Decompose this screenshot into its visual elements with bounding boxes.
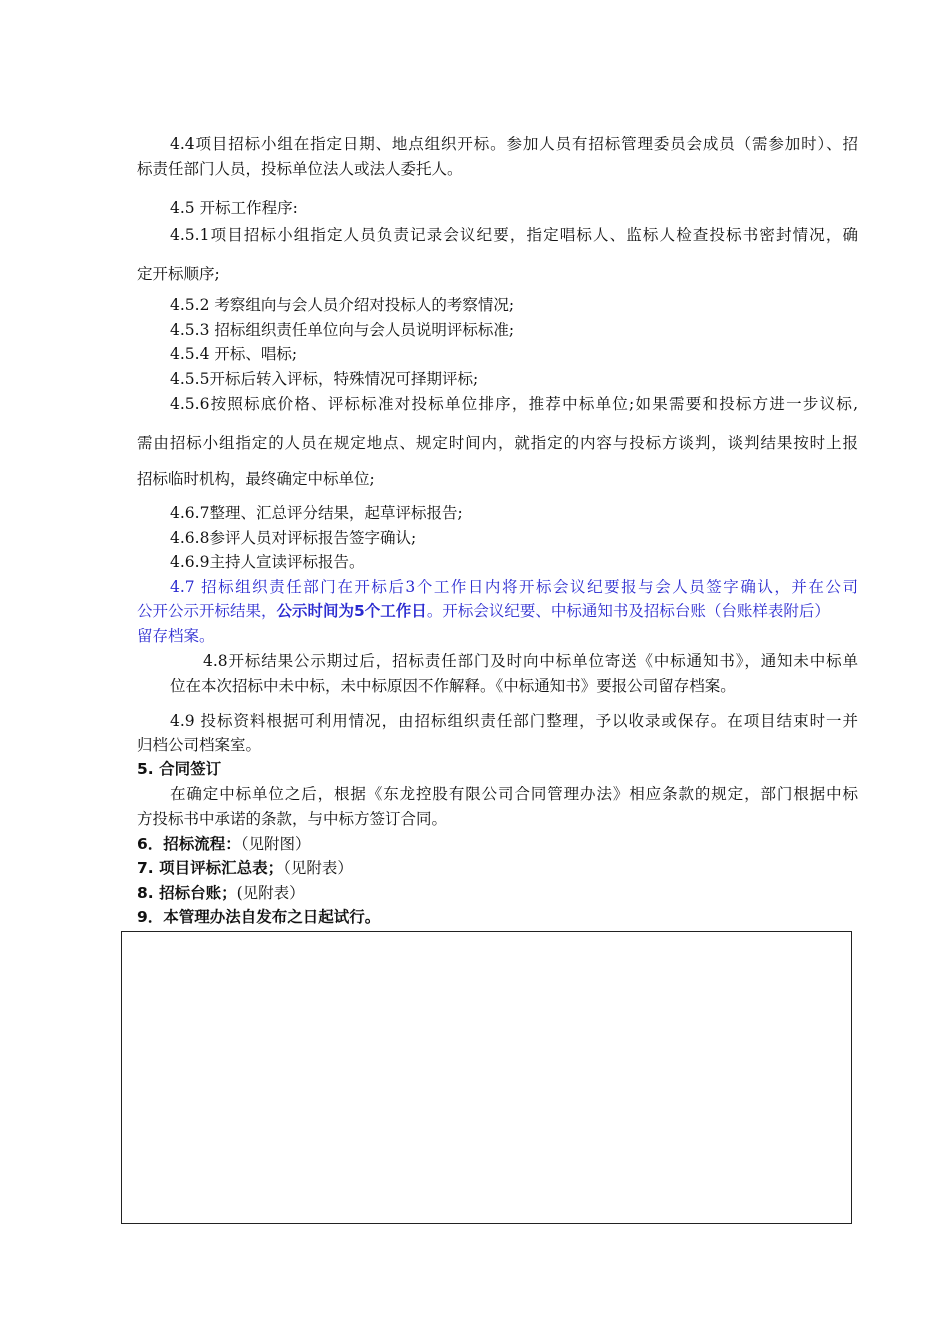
- section-8-heading: 8. 招标台账；: [137, 884, 237, 902]
- section-4-4-line-2: 标责任部门人员，投标单位法人或法人委托人。: [137, 160, 463, 178]
- section-4-5-6-line-3: 招标临时机构，最终确定中标单位;: [137, 470, 375, 488]
- section-4-5-6-line-2: 需由招标小组指定的人员在规定地点、规定时间内，就指定的内容与投标方谈判，谈判结果按时上报: [137, 434, 858, 452]
- section-9-heading: 9．本管理办法自发布之日起试行。: [137, 908, 381, 926]
- section-4-6-7: 4.6.7整理、汇总评分结果，起草评标报告;: [170, 504, 463, 522]
- section-4-5-4: 4.5.4 开标、唱标;: [170, 345, 298, 363]
- section-4-4-line-1: 4.4项目招标小组在指定日期、地点组织开标。参加人员有招标管理委员会成员（需参加时）、招: [170, 135, 858, 153]
- section-4-7-line-2: [137, 601, 830, 621]
- section-4-5-1-line-1: 4.5.1项目招标小组指定人员负责记录会议纪要，指定唱标人、监标人检查投标书密封情况，确: [170, 226, 858, 244]
- section-8-note: (见附表）: [236, 884, 305, 902]
- section-4-6-8: 4.6.8参评人员对评标报告签字确认;: [170, 529, 417, 547]
- section-7: [137, 858, 353, 878]
- section-4-5-2: 4.5.2 考察组向与会人员介绍对投标人的考察情况;: [170, 296, 515, 314]
- section-6-heading: 6．招标流程：: [137, 835, 241, 853]
- section-4-5-6-line-1: 4.5.6按照标底价格、评标标准对投标单位排序，推荐中标单位;如果需要和投标方进一步议标,: [170, 395, 858, 413]
- section-4-5-5: 4.5.5开标后转入评标，特殊情况可择期评标;: [170, 370, 479, 388]
- section-4-7-text-c: 。开标会议纪要、中标通知书及招标台账（台账样表附后）: [426, 602, 830, 620]
- section-4-8-line-1: 4.8开标结果公示期过后，招标责任部门及时向中标单位寄送《中标通知书》，通知未中标单: [203, 652, 858, 670]
- section-7-heading: 7. 项目评标汇总表；: [137, 859, 284, 877]
- section-6: [137, 834, 311, 854]
- section-4-5-1-line-2: 定开标顺序;: [137, 265, 220, 283]
- section-4-6-9: 4.6.9主持人宣读评标报告。: [170, 553, 365, 571]
- empty-bordered-box: [121, 931, 852, 1224]
- section-4-7-line-3: 留存档案。: [137, 627, 215, 645]
- section-4-7-emphasis: 公示时间为5个工作日: [276, 602, 427, 620]
- section-5-line-2: 方投标书中承诺的条款，与中标方签订合同。: [137, 810, 448, 828]
- section-4-7-text-a: 公开公示开标结果，: [137, 602, 277, 620]
- section-8: [137, 883, 305, 903]
- section-4-8-line-2: 位在本次招标中未中标，未中标原因不作解释。《中标通知书》要报公司留存档案。: [170, 677, 736, 695]
- section-4-7-line-1: 4.7 招标组织责任部门在开标后3个工作日内将开标会议纪要报与会人员签字确认，并在公司: [170, 578, 858, 596]
- section-4-9-line-1: 4.9 投标资料根据可利用情况，由招标组织责任部门整理，予以收录或保存。在项目结束时一并: [170, 712, 858, 730]
- section-4-5-3: 4.5.3 招标组织责任单位向与会人员说明评标标准;: [170, 321, 515, 339]
- section-6-note: （见附图）: [240, 835, 311, 853]
- section-7-note: （见附表）: [283, 859, 353, 877]
- section-4-5-heading: 4.5 开标工作程序:: [170, 199, 298, 217]
- section-4-9-line-2: 归档公司档案室。: [137, 736, 262, 754]
- section-5-line-1: 在确定中标单位之后，根据《东龙控股有限公司合同管理办法》相应条款的规定，部门根据中标: [170, 785, 858, 803]
- section-5-heading: 5. 合同签订: [137, 760, 222, 778]
